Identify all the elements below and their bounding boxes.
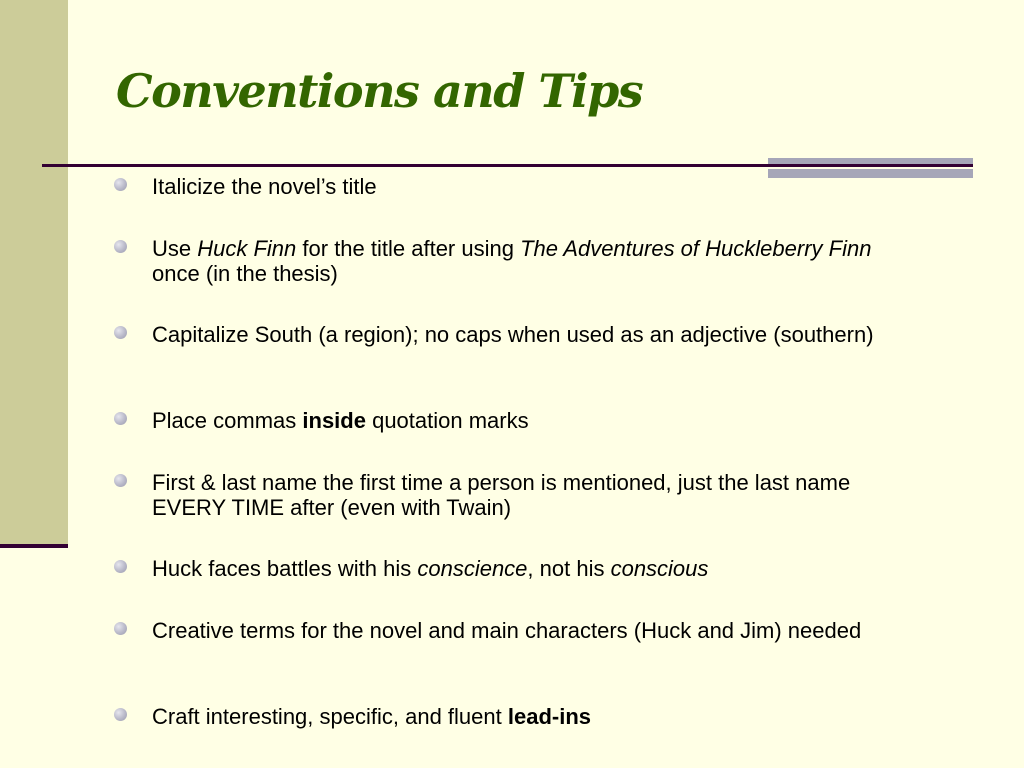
bullet-text bbox=[152, 618, 922, 643]
bullet-text-segment: Italicize the novel’s title bbox=[152, 174, 377, 199]
bullet-dot-icon bbox=[114, 622, 127, 635]
bullet-text-segment: Huck faces battles with his bbox=[152, 556, 418, 581]
bullet-text-segment: Place commas bbox=[152, 408, 303, 433]
bullet-dot-icon bbox=[114, 560, 127, 573]
bullet-text-segment: Use bbox=[152, 236, 198, 261]
bullet-text-segment: inside bbox=[302, 408, 366, 433]
bullet-text-segment: Creative terms for the novel and main characters (Huck and Jim) needed bbox=[152, 618, 862, 643]
bullet-text bbox=[152, 704, 922, 729]
bullet-text bbox=[152, 236, 922, 286]
slide-title: Conventions and Tips bbox=[116, 64, 643, 118]
bullet-text bbox=[152, 408, 922, 433]
bullet-text-segment: for the title after using bbox=[296, 236, 521, 261]
bullet-dot-icon bbox=[114, 178, 127, 191]
bullet-text-segment: Capitalize South (a region); no caps when used as an adjective (southern) bbox=[152, 322, 874, 347]
bullet-text bbox=[152, 470, 922, 520]
bullet-text bbox=[152, 556, 922, 581]
bullet-text-segment: The Adventures of Huckleberry Finn bbox=[520, 236, 872, 261]
bullet-text-segment: , not his bbox=[527, 556, 611, 581]
bullet-dot-icon bbox=[114, 326, 127, 339]
bullet-dot-icon bbox=[114, 474, 127, 487]
bullet-dot-icon bbox=[114, 240, 127, 253]
bullet-dot-icon bbox=[114, 412, 127, 425]
bullet-text-segment: Craft interesting, specific, and fluent bbox=[152, 704, 508, 729]
bullet-text-segment: lead-ins bbox=[507, 704, 591, 729]
bullet-dot-icon bbox=[114, 708, 127, 721]
bullet-text-segment: quotation marks bbox=[365, 408, 529, 433]
bullet-text-segment: once (in the thesis) bbox=[152, 261, 338, 286]
bullet-text-segment: conscience bbox=[417, 556, 528, 581]
bullet-text bbox=[152, 174, 922, 199]
bullet-text-segment: Huck Finn bbox=[197, 236, 297, 261]
bullet-text-segment: conscious bbox=[610, 556, 709, 581]
bullet-text-segment: First & last name the first time a person is mentioned, just the last name EVERY TIME after (even with Twain) bbox=[152, 470, 851, 520]
bullet-text bbox=[152, 322, 922, 347]
